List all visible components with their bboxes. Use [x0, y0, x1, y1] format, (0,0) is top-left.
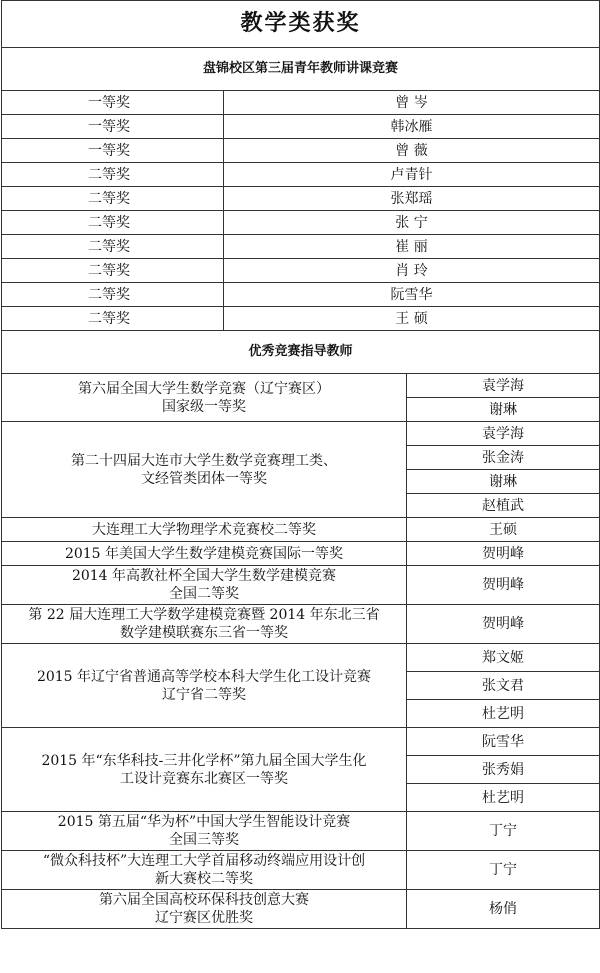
page-title: 教学类获奖: [2, 1, 600, 48]
winner-name: 曾 岑: [224, 91, 600, 115]
teacher-name: 王硕: [407, 518, 600, 542]
table-row: [2, 211, 600, 235]
award-level: 一等奖: [2, 115, 224, 139]
teacher-name: 阮雪华: [407, 728, 600, 756]
competition-award: “微众科技杯”大连理工大学首届移动终端应用设计创 新大赛校二等奖: [2, 851, 407, 890]
teacher-name: 谢琳: [407, 470, 600, 494]
award-level: 二等奖: [2, 163, 224, 187]
teacher-name: 袁学海: [407, 422, 600, 446]
competition-award: 第六届全国大学生数学竞赛（辽宁赛区） 国家级一等奖: [2, 374, 407, 422]
table-row: [2, 235, 600, 259]
table-row: [2, 115, 600, 139]
table-row: [2, 307, 600, 331]
competition-award: 2015 年“东华科技-三井化学杯”第九届全国大学生化 工设计竞赛东北赛区一等奖: [2, 728, 407, 812]
teacher-name: 张秀娟: [407, 756, 600, 784]
award-level: 二等奖: [2, 211, 224, 235]
competition-award: 2015 年辽宁省普通高等学校本科大学生化工设计竞赛 辽宁省二等奖: [2, 644, 407, 728]
winner-name: 阮雪华: [224, 283, 600, 307]
lecture-contest-rows: [2, 91, 600, 331]
section-heading-coaching: 优秀竞赛指导教师: [2, 331, 600, 374]
table-row: [2, 163, 600, 187]
table-row: [2, 283, 600, 307]
teacher-name: 贺明峰: [407, 542, 600, 566]
competition-award: 第六届全国高校环保科技创意大赛 辽宁赛区优胜奖: [2, 890, 407, 929]
teacher-name: 郑文姬: [407, 644, 600, 672]
teacher-name: 张金涛: [407, 446, 600, 470]
winner-name: 王 硕: [224, 307, 600, 331]
winner-name: 肖 玲: [224, 259, 600, 283]
table-row: [2, 91, 600, 115]
coaching-rows: [2, 374, 600, 929]
competition-award: 2014 年高教社杯全国大学生数学建模竞赛 全国二等奖: [2, 566, 407, 605]
winner-name: 韩冰雁: [224, 115, 600, 139]
competition-award: 2015 年美国大学生数学建模竞赛国际一等奖: [2, 542, 407, 566]
section-heading-lecture-contest: 盘锦校区第三届青年教师讲课竞赛: [2, 48, 600, 91]
teacher-name: 张文君: [407, 672, 600, 700]
award-level: 二等奖: [2, 259, 224, 283]
award-level: 二等奖: [2, 283, 224, 307]
teacher-name: 赵植武: [407, 494, 600, 518]
teacher-name: 贺明峰: [407, 566, 600, 605]
teacher-name: 杨俏: [407, 890, 600, 929]
winner-name: 曾 薇: [224, 139, 600, 163]
teacher-name: 丁宁: [407, 812, 600, 851]
table-row: [2, 259, 600, 283]
award-level: 二等奖: [2, 307, 224, 331]
competition-award: 大连理工大学物理学术竞赛校二等奖: [2, 518, 407, 542]
winner-name: 张 宁: [224, 211, 600, 235]
award-table: [1, 0, 600, 929]
teacher-name: 杜艺明: [407, 700, 600, 728]
table-row: [2, 187, 600, 211]
table-row: [2, 139, 600, 163]
award-level: 二等奖: [2, 235, 224, 259]
award-level: 一等奖: [2, 91, 224, 115]
competition-award: 第 22 届大连理工大学数学建模竞赛暨 2014 年东北三省 数学建模联赛东三省一等奖: [2, 605, 407, 644]
competition-award: 第二十四届大连市大学生数学竞赛理工类、 文经管类团体一等奖: [2, 422, 407, 518]
winner-name: 卢青针: [224, 163, 600, 187]
teacher-name: 丁宁: [407, 851, 600, 890]
award-level: 一等奖: [2, 139, 224, 163]
winner-name: 张郑瑶: [224, 187, 600, 211]
teacher-name: 贺明峰: [407, 605, 600, 644]
teacher-name: 袁学海: [407, 374, 600, 398]
teacher-name: 杜艺明: [407, 784, 600, 812]
teacher-name: 谢琳: [407, 398, 600, 422]
winner-name: 崔 丽: [224, 235, 600, 259]
competition-award: 2015 第五届“华为杯”中国大学生智能设计竞赛 全国三等奖: [2, 812, 407, 851]
award-level: 二等奖: [2, 187, 224, 211]
